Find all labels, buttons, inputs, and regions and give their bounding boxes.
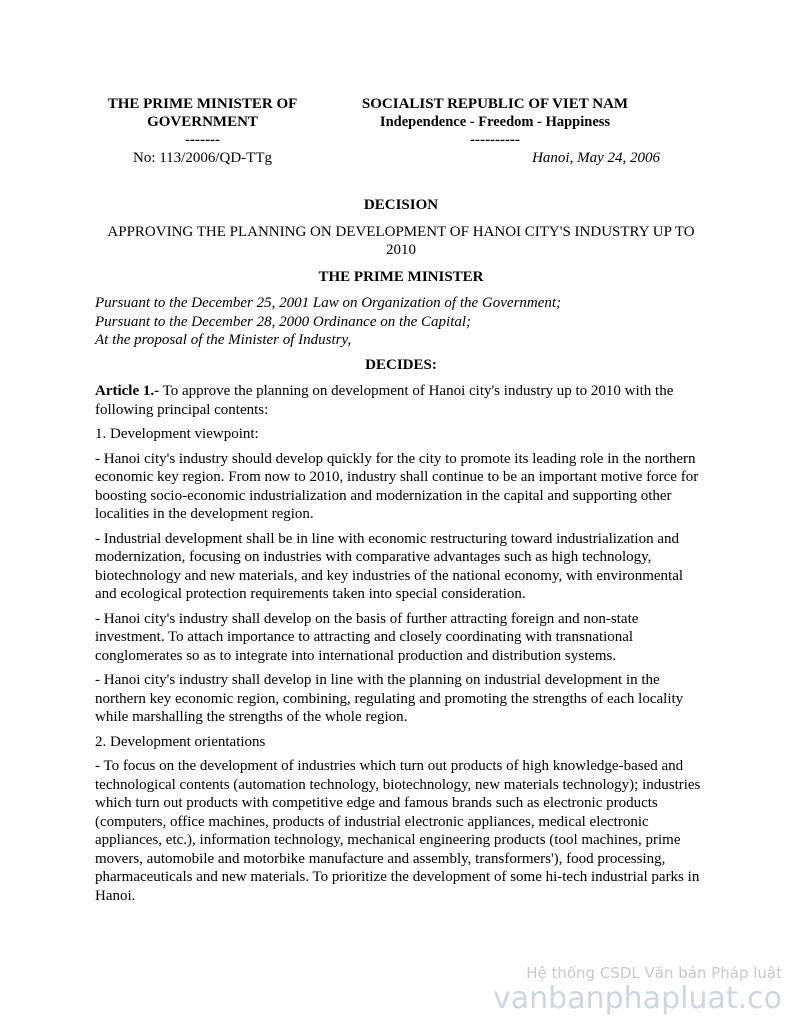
pursuant-line: Pursuant to the December 28, 2000 Ordinance on the Capital; — [95, 313, 472, 330]
issuer-separator: ------- — [185, 132, 220, 148]
watermark-line-2: vanbanphapluat.co — [493, 981, 782, 1016]
document-body — [95, 196, 707, 911]
pursuant-line: Pursuant to the December 25, 2001 Law on Organization of the Government; — [95, 295, 562, 311]
national-motto: Independence - Freedom - Happiness — [379, 114, 611, 130]
document-number: No: 113/2006/QD-TTg — [132, 150, 272, 166]
country-name: SOCIALIST REPUBLIC OF VIET NAM — [361, 96, 629, 112]
section-1-item: - Industrial development shall be in line with economic restructuring toward industrialization and modernization, focusing on industries with comparative advantages such as high technology, biotechnology and new materials, and key industries of the national economy, with environmental and ecological protection requirements taken into special consideration. — [95, 530, 684, 602]
section-2-title: 2. Development orientations — [95, 733, 266, 750]
issuer-line-2: GOVERNMENT — [147, 114, 258, 130]
document-subject: APPROVING THE PLANNING ON DEVELOPMENT OF HANOI CITY'S INDUSTRY UP TO 2010 — [107, 223, 695, 258]
watermark — [493, 964, 782, 1016]
country-separator: ---------- — [470, 132, 520, 148]
document-issuer: THE PRIME MINISTER — [318, 268, 484, 285]
decides-heading: DECIDES: — [365, 356, 437, 373]
issuer-header — [90, 95, 315, 149]
section-1-title: 1. Development viewpoint: — [95, 426, 259, 442]
section-2-item: - To focus on the development of industries which turn out products of high knowledge-based and technological contents (automation technology, biotechnology, new materials technology); industries which turn out products with competitive edge and famous brands such as electronic products (computers, office machines, products of industrial electronic appliances, medical electronic appliances, etc.), information technology, mechanical engineering products (tool machines, prime movers, automobile and motorbike manufacture and assembly, transformers'), food processing, pharmaceuticals and new materials. To prioritize the development of some hi-tech industrial parks in Hanoi. — [95, 758, 701, 904]
section-1-item: - Hanoi city's industry should develop quickly for the city to promote its leading role in the northern economic key region. From now to 2010, industry shall continue to be an important motive force for boosting socio-economic industrialization and modernization in the capital and supporting other localities in the development region. — [95, 450, 699, 522]
section-1-item: - Hanoi city's industry shall develop in line with the planning on industrial development in the northern key economic region, combining, regulating and promoting the strengths of each locality while marshalling the strengths of the whole region. — [95, 672, 684, 725]
pursuant-line: At the proposal of the Minister of Industry, — [95, 332, 352, 348]
article-1-label: Article 1.- — [95, 383, 160, 399]
watermark-line-1: Hệ thống CSDL Văn bản Pháp luật — [526, 964, 782, 982]
place-and-date: Hanoi, May 24, 2006 — [532, 150, 660, 166]
country-header — [345, 95, 645, 149]
section-1-item: - Hanoi city's industry shall develop on the basis of further attracting foreign and non-state investment. To attach importance to attracting and closely coordinating with transnational conglomerates so as to integrate into international production and distribution systems. — [95, 610, 639, 664]
article-1-text: To approve the planning on development of Hanoi city's industry up to 2010 with the following principal contents: — [95, 383, 674, 418]
pursuant-block — [95, 294, 707, 350]
issuer-line-1: THE PRIME MINISTER OF — [107, 96, 298, 112]
article-1 — [95, 382, 707, 419]
document-type: DECISION — [363, 197, 439, 213]
